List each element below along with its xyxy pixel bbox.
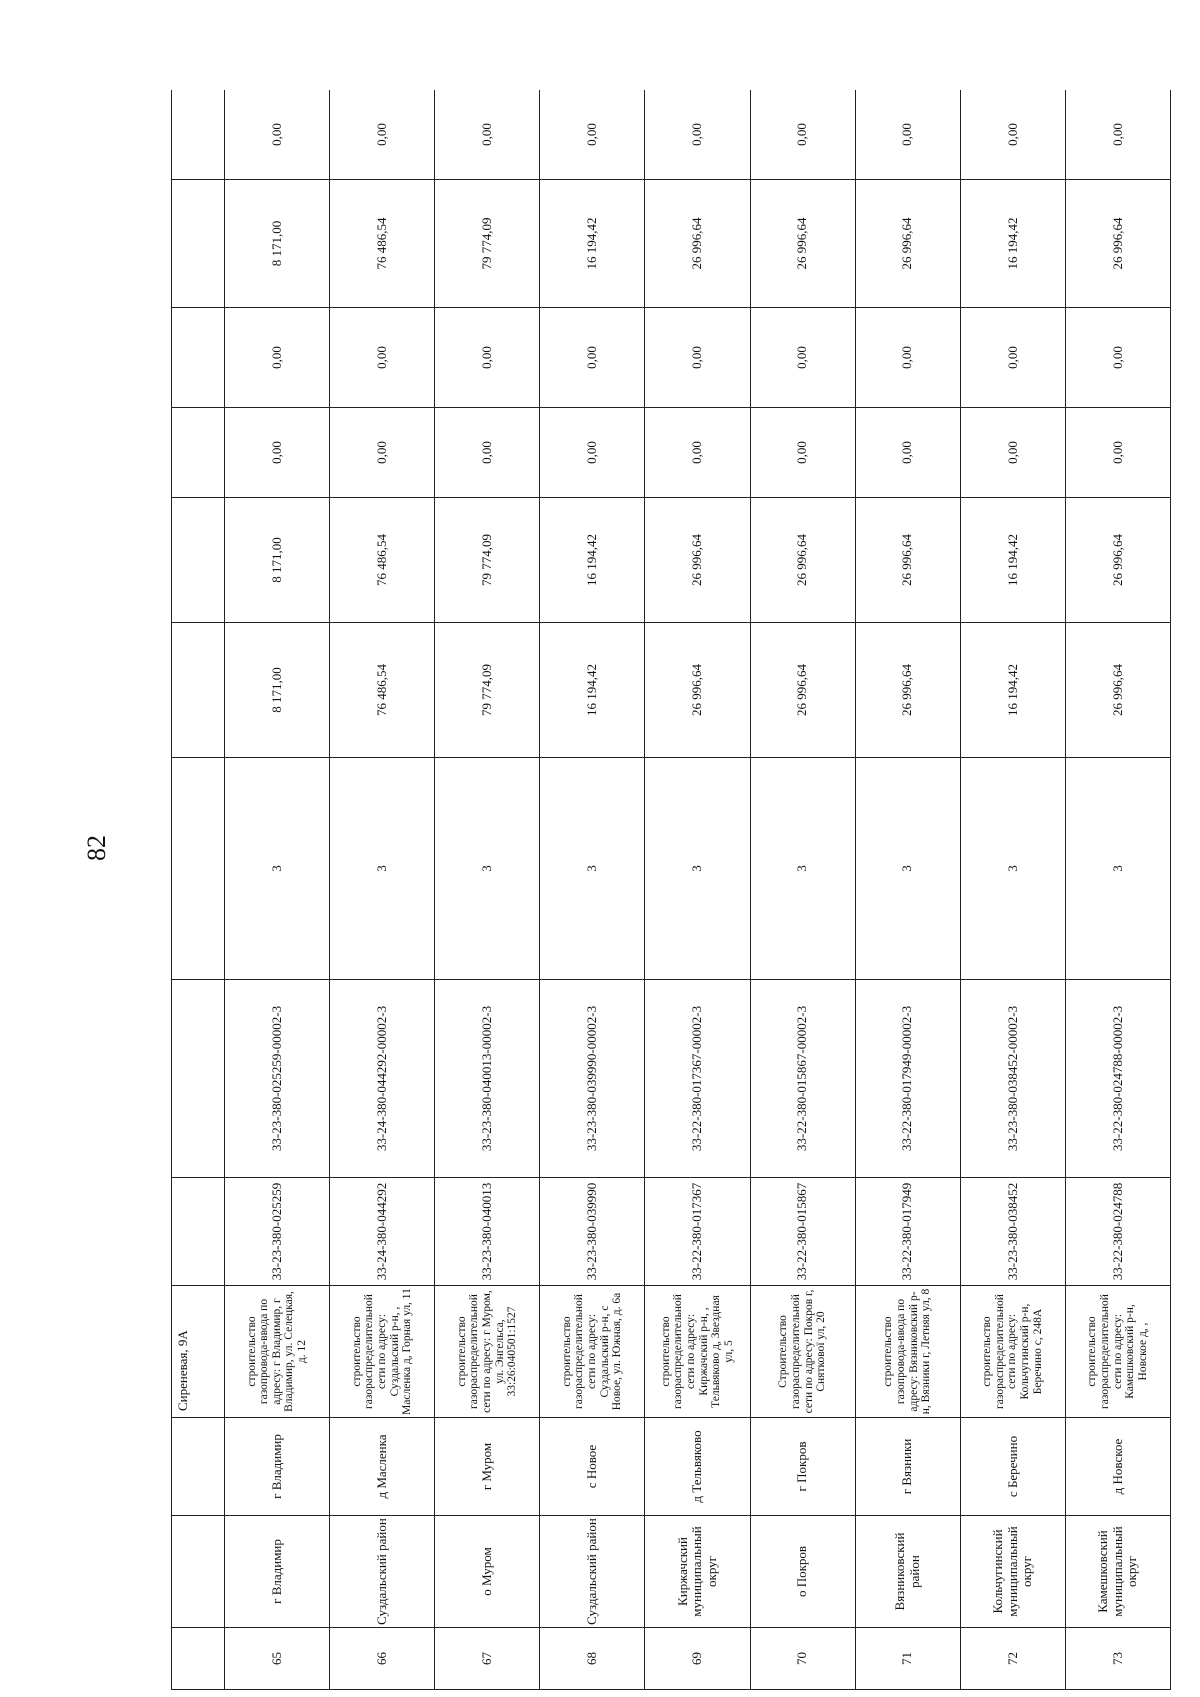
amount-e-cell: 0,00 [435,90,540,180]
top-cell-code [172,1178,225,1286]
amount-e-cell: 0,00 [1065,90,1170,180]
amount-e-cell: 0,00 [960,90,1065,180]
category-cell: 3 [645,758,750,980]
sum-total-cell: 26 996,64 [750,623,855,758]
municipality-cell: Вязниковский район [855,1516,960,1628]
amount-b-cell: 0,00 [540,408,645,498]
row-number-cell: 73 [1065,1628,1170,1690]
sum-total-cell: 26 996,64 [645,623,750,758]
settlement-cell: д Тельвяково [645,1418,750,1516]
municipality-cell: Суздальский район [540,1516,645,1628]
description-cell: строительство газораспределительной сети по адресу: Суздальский р-н, , Масленка д, Горная ул, 11 [330,1286,435,1418]
category-cell: 3 [855,758,960,980]
row-number-cell: 70 [750,1628,855,1690]
row-number-cell: 69 [645,1628,750,1690]
top-cell-municipality [172,1516,225,1628]
amount-e-cell: 0,00 [330,90,435,180]
municipality-cell: Кольчугинский муниципальный округ [960,1516,1065,1628]
municipality-cell: Суздальский район [330,1516,435,1628]
description-cell: строительство газораспределительной сети по адресу: Киржачский р-н, , Тельвяково д, Звездная ул, 5 [645,1286,750,1418]
rotated-table-wrapper [171,90,1171,1690]
amount-c-cell: 0,00 [1065,308,1170,408]
amount-d-cell: 26 996,64 [855,180,960,308]
table-row [1065,90,1170,1690]
settlement-cell: г Владимир [225,1418,330,1516]
amount-c-cell: 0,00 [960,308,1065,408]
category-cell: 3 [225,758,330,980]
amount-e-cell: 0,00 [540,90,645,180]
amount-c-cell: 0,00 [540,308,645,408]
amount-b-cell: 0,00 [225,408,330,498]
full-code-cell: 33-23-380-038452-00002-3 [960,980,1065,1178]
full-code-cell: 33-24-380-044292-00002-3 [330,980,435,1178]
sum-total-cell: 26 996,64 [855,623,960,758]
category-cell: 3 [750,758,855,980]
top-cell-description: Сиреневая, 9А [172,1286,225,1418]
amount-e-cell: 0,00 [855,90,960,180]
top-cell-sum-total [172,623,225,758]
object-code-cell: 33-24-380-044292 [330,1178,435,1286]
table-frame [171,90,1171,1690]
settlement-cell: д Масленка [330,1418,435,1516]
row-number-cell: 67 [435,1628,540,1690]
category-cell: 3 [435,758,540,980]
object-code-cell: 33-22-380-017949 [855,1178,960,1286]
settlement-cell: г Вязники [855,1418,960,1516]
category-cell: 3 [540,758,645,980]
object-code-cell: 33-22-380-017367 [645,1178,750,1286]
row-number-cell: 68 [540,1628,645,1690]
amount-c-cell: 0,00 [750,308,855,408]
settlement-cell: г Муром [435,1418,540,1516]
top-cell-col-a [172,498,225,623]
object-code-cell: 33-22-380-015867 [750,1178,855,1286]
table-row [225,90,330,1690]
amount-e-cell: 0,00 [645,90,750,180]
amount-b-cell: 0,00 [1065,408,1170,498]
top-cell-category [172,758,225,980]
row-number-cell: 72 [960,1628,1065,1690]
category-cell: 3 [330,758,435,980]
amount-d-cell: 8 171,00 [225,180,330,308]
object-code-cell: 33-22-380-024788 [1065,1178,1170,1286]
amount-b-cell: 0,00 [855,408,960,498]
object-code-cell: 33-23-380-039990 [540,1178,645,1286]
category-cell: 3 [1065,758,1170,980]
description-cell: строительство газопровода-ввода по адресу: г Владимир, г Владимир, ул. Селецкая, д. 12 [225,1286,330,1418]
settlement-cell: с Беречино [960,1418,1065,1516]
amount-d-cell: 26 996,64 [645,180,750,308]
amount-d-cell: 16 194,42 [540,180,645,308]
top-cell-col-d [172,180,225,308]
amount-a-cell: 26 996,64 [855,498,960,623]
sum-total-cell: 76 486,54 [330,623,435,758]
full-code-cell: 33-23-380-040013-00002-3 [435,980,540,1178]
object-code-cell: 33-23-380-025259 [225,1178,330,1286]
municipality-cell: о Муром [435,1516,540,1628]
municipality-cell: Камешковский муниципальный округ [1065,1516,1170,1628]
description-cell: строительство газораспределительной сети по адресу: г Муром, ул. Энгельса, 33:26:040501:1527 [435,1286,540,1418]
amount-c-cell: 0,00 [855,308,960,408]
table-body [172,90,1171,1690]
amount-d-cell: 16 194,42 [960,180,1065,308]
table-row [645,90,750,1690]
amount-c-cell: 0,00 [435,308,540,408]
top-cell-settlement [172,1418,225,1516]
sum-total-cell: 79 774,09 [435,623,540,758]
amount-b-cell: 0,00 [960,408,1065,498]
full-code-cell: 33-22-380-015867-00002-3 [750,980,855,1178]
page-number: 82 [82,835,111,861]
table-row [960,90,1065,1690]
settlement-cell: г Покров [750,1418,855,1516]
top-cell-col-b [172,408,225,498]
full-code-cell: 33-22-380-024788-00002-3 [1065,980,1170,1178]
top-cell-col-c [172,308,225,408]
municipality-cell: о Покров [750,1516,855,1628]
description-cell: строительство газопровода-ввода по адресу: Вязниковский р-н, Вязники г, Летняя ул, 8 [855,1286,960,1418]
full-code-cell: 33-22-380-017367-00002-3 [645,980,750,1178]
data-table [171,90,1171,1690]
object-code-cell: 33-23-380-040013 [435,1178,540,1286]
amount-b-cell: 0,00 [645,408,750,498]
top-cell-full-code [172,980,225,1178]
amount-c-cell: 0,00 [330,308,435,408]
amount-a-cell: 26 996,64 [750,498,855,623]
amount-c-cell: 0,00 [645,308,750,408]
amount-a-cell: 76 486,54 [330,498,435,623]
row-number-cell: 71 [855,1628,960,1690]
row-number-cell: 65 [225,1628,330,1690]
table-row [330,90,435,1690]
settlement-cell: с Новое [540,1418,645,1516]
description-cell: Строительство газораспределительной сети по адресу: Покров г, Сняткової ул, 20 [750,1286,855,1418]
table-row [855,90,960,1690]
amount-a-cell: 26 996,64 [645,498,750,623]
row-number-cell: 66 [330,1628,435,1690]
amount-d-cell: 26 996,64 [750,180,855,308]
description-cell: строительство газораспределительной сети по адресу: Камешковский р-н, Новское д, , [1065,1286,1170,1418]
amount-c-cell: 0,00 [225,308,330,408]
table-row [540,90,645,1690]
description-cell: строительство газораспределительной сети по адресу: Суздальский р-н, с Новое, ул. Южная, д. 6а [540,1286,645,1418]
table-row [435,90,540,1690]
full-code-cell: 33-23-380-025259-00002-3 [225,980,330,1178]
amount-b-cell: 0,00 [330,408,435,498]
category-cell: 3 [960,758,1065,980]
full-code-cell: 33-23-380-039990-00002-3 [540,980,645,1178]
sum-total-cell: 8 171,00 [225,623,330,758]
sum-total-cell: 16 194,42 [960,623,1065,758]
amount-a-cell: 16 194,42 [540,498,645,623]
amount-b-cell: 0,00 [750,408,855,498]
amount-a-cell: 26 996,64 [1065,498,1170,623]
municipality-cell: Киржачский муниципальный округ [645,1516,750,1628]
sum-total-cell: 26 996,64 [1065,623,1170,758]
description-cell: строительство газораспределительной сети по адресу: Кольчугинский р-н, Беречино с, 248А [960,1286,1065,1418]
table-row [750,90,855,1690]
amount-d-cell: 76 486,54 [330,180,435,308]
municipality-cell: г Владимир [225,1516,330,1628]
amount-a-cell: 8 171,00 [225,498,330,623]
full-code-cell: 33-22-380-017949-00002-3 [855,980,960,1178]
object-code-cell: 33-23-380-038452 [960,1178,1065,1286]
amount-a-cell: 16 194,42 [960,498,1065,623]
amount-d-cell: 79 774,09 [435,180,540,308]
top-cell-col-e [172,90,225,180]
amount-e-cell: 0,00 [225,90,330,180]
amount-d-cell: 26 996,64 [1065,180,1170,308]
amount-b-cell: 0,00 [435,408,540,498]
amount-a-cell: 79 774,09 [435,498,540,623]
sum-total-cell: 16 194,42 [540,623,645,758]
settlement-cell: д Новское [1065,1418,1170,1516]
top-cell-num [172,1628,225,1690]
amount-e-cell: 0,00 [750,90,855,180]
table-row-top [172,90,225,1690]
